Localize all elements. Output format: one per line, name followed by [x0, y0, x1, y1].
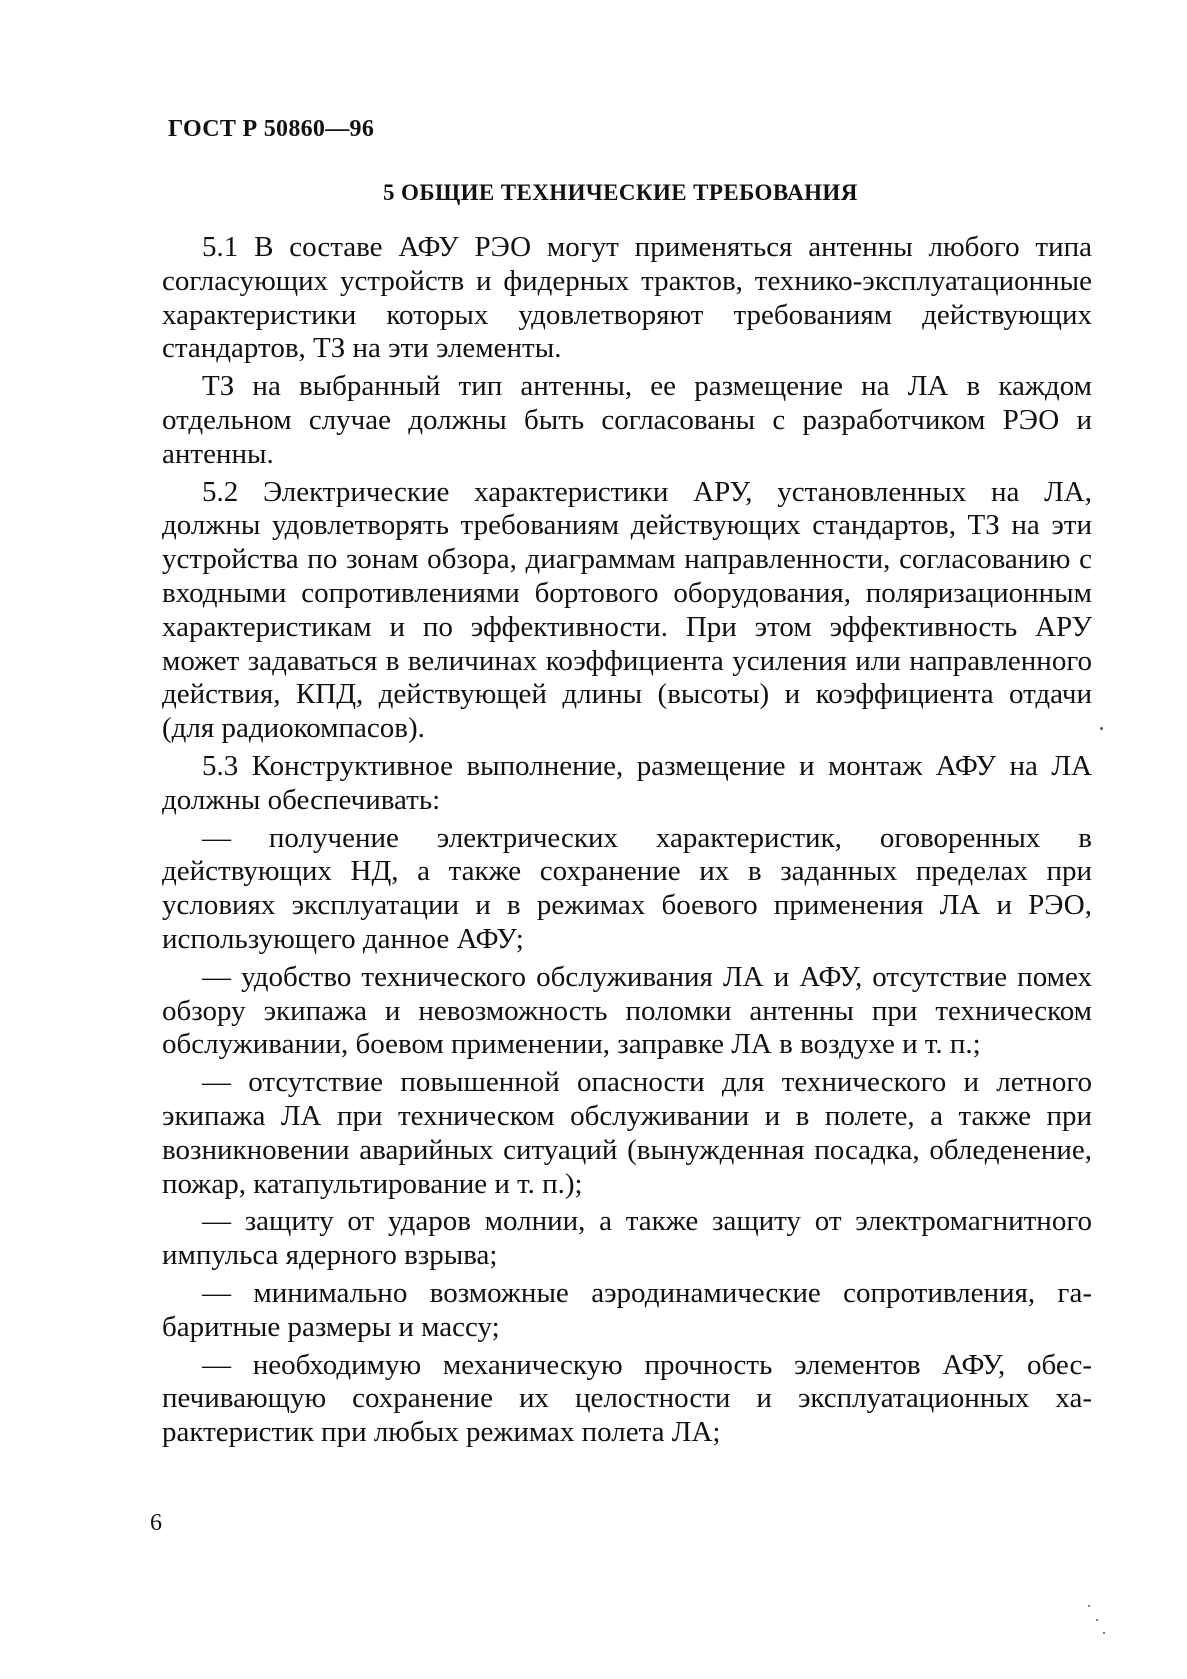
scan-artifact-dot [1100, 727, 1103, 730]
list-item: — отсутствие повышенной опасности для технического и летного экипажа ЛА при техническом обслуживании и в полете, а также при возникновении аварийных ситуаций (вынужденная посадка, обледенение, пожар, катапультирование и т. п.); [162, 1066, 1092, 1200]
scan-artifact-dot [1088, 1605, 1090, 1607]
page-number: 6 [150, 1510, 162, 1536]
list-item: — получение электрических характеристик, оговоренных в действующих НД, а также сохранение их в заданных пределах при условиях эксплуатации и в режимах боевого применения ЛА и РЭО, использующего данное АФУ; [162, 821, 1092, 955]
list-item: — удобство технического обслуживания ЛА и АФУ, отсутствие помех обзору экипажа и невозможность поломки антенны при техническом обслуживании, боевом применении, заправке ЛА в воздухе и т. п.; [162, 960, 1092, 1061]
list-item: — защиту от ударов молнии, а также защиту от электромагнитного импульса ядерного взрыва; [162, 1205, 1092, 1272]
list-item: — минимально возможные аэродинамические сопротивления, габаритные размеры и массу; [162, 1276, 1092, 1343]
paragraph-5-1: 5.1 В составе АФУ РЭО могут применяться антенны любого типа согласующих устройств и фидерных трактов, технико-эксплуатационные характеристики которых удовлетворяют требованиям действующих стандартов, ТЗ на эти элементы. [162, 231, 1092, 365]
paragraph-5-3: 5.3 Конструктивное выполнение, размещение и монтаж АФУ на ЛА должны обеспечивать: [162, 749, 1092, 816]
section-title: 5 ОБЩИЕ ТЕХНИЧЕСКИЕ ТРЕБОВАНИЯ [383, 180, 858, 205]
scan-artifact-dot [1103, 1632, 1105, 1634]
document-code-header: ГОСТ Р 50860—96 [168, 116, 375, 142]
scan-artifact-dot [1096, 1619, 1098, 1621]
list-item: — необходимую механическую прочность элементов АФУ, обеспечивающую сохранение их целостности и эксплуатационных характеристик при любых режимах полета ЛА; [162, 1348, 1092, 1449]
body-text [162, 231, 1092, 1454]
paragraph-5-2: 5.2 Электрические характеристики АРУ, установленных на ЛА, должны удовлетворять требованиям действующих стандартов, ТЗ на эти устройства по зонам обзора, диаграммам направленности, согласованию с входными сопротивлениями бортового оборудования, поляризационным характеристикам и по эффективности. При этом эффективность АРУ может задаваться в величинах коэффициента усиления или направленного действия, КПД, действующей длины (высоты) и коэффициента отдачи (для радиокомпасов). [162, 475, 1092, 745]
paragraph-tz: ТЗ на выбранный тип антенны, ее размещение на ЛА в каждом отдельном случае должны быть согласованы с разработчиком РЭО и антенны. [162, 370, 1092, 470]
